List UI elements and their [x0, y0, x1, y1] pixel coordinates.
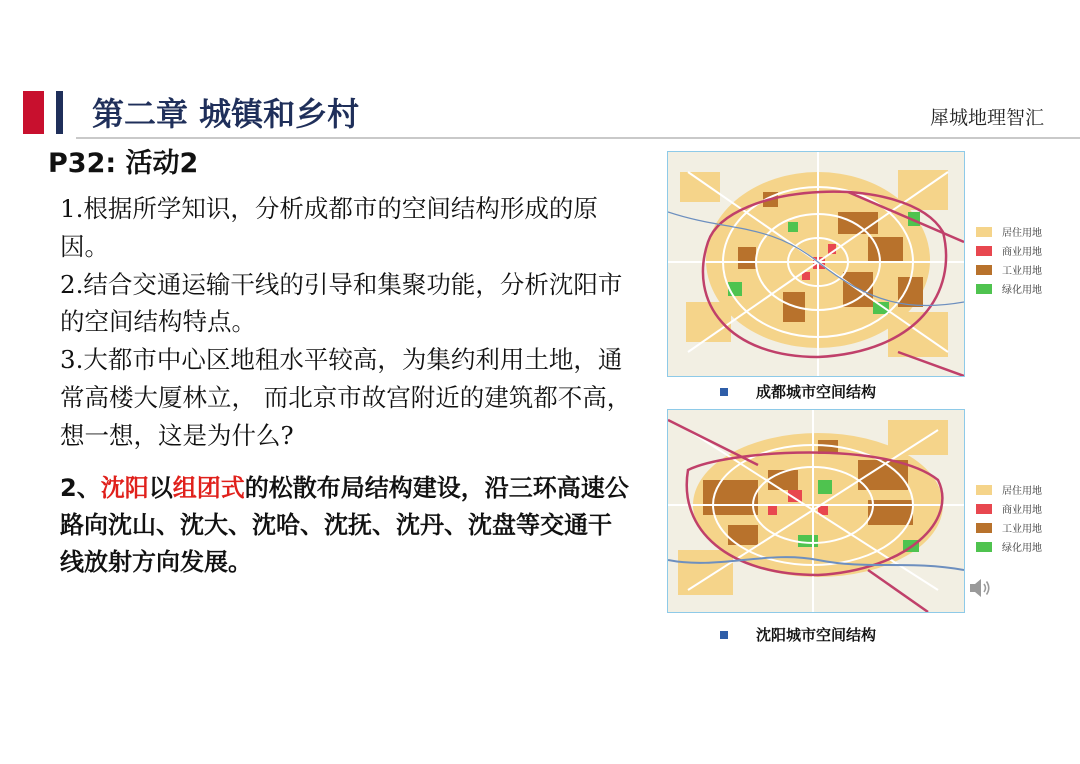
speaker-icon[interactable]	[967, 575, 993, 605]
header-divider	[76, 137, 1080, 139]
question-1: 1.根据所学知识，分析成都市的空间结构形成的原因。	[60, 194, 598, 261]
title-accent-bar-red	[23, 91, 44, 134]
shenyang-map	[667, 409, 965, 613]
chapter-title: 第二章 城镇和乡村	[92, 95, 360, 133]
answer-rest: 的松散布局结构建设，沿三环高速公路向沈山、沈大、沈哈、沈抚、沈丹、沈盘等交通干线放射方向发展。	[60, 474, 629, 576]
answer-city: 沈阳	[100, 474, 149, 502]
legend-item-industrial: 工业用地	[976, 518, 1042, 537]
answer-mid: 以	[148, 474, 173, 502]
legend-item-commercial: 商业用地	[976, 499, 1042, 518]
title-accent-bar-navy	[56, 91, 63, 134]
answer-prefix: 2、	[60, 474, 101, 502]
question-2: 2.结合交通运输干线的引导和集聚功能，分析沈阳市的空间结构特点。	[60, 269, 623, 337]
legend-item-industrial: 工业用地	[976, 260, 1042, 279]
question-3: 3.大都市中心区地租水平较高，为集约利用土地，通常高楼大厦林立， 而北京市故宫附近的建筑都不高，想一想，这是为什么?	[60, 345, 632, 450]
square-bullet-icon	[720, 631, 728, 639]
square-bullet-icon	[720, 388, 728, 396]
chengdu-map	[667, 151, 965, 377]
answer-structure: 组团式	[172, 474, 245, 502]
activity-title: P32: 活动2	[48, 148, 199, 179]
legend-item-residential: 居住用地	[976, 222, 1042, 241]
legend-item-commercial: 商业用地	[976, 241, 1042, 260]
shenyang-legend	[976, 480, 1042, 556]
legend-item-residential: 居住用地	[976, 480, 1042, 499]
chengdu-legend	[976, 222, 1042, 298]
chengdu-caption: 成都城市空间结构	[720, 381, 876, 402]
shenyang-caption: 沈阳城市空间结构	[720, 624, 876, 645]
question-list	[60, 190, 640, 455]
legend-item-green: 绿化用地	[976, 537, 1042, 556]
legend-item-green: 绿化用地	[976, 279, 1042, 298]
answer-text	[60, 470, 630, 581]
brand-label: 犀城地理智汇	[929, 107, 1044, 129]
